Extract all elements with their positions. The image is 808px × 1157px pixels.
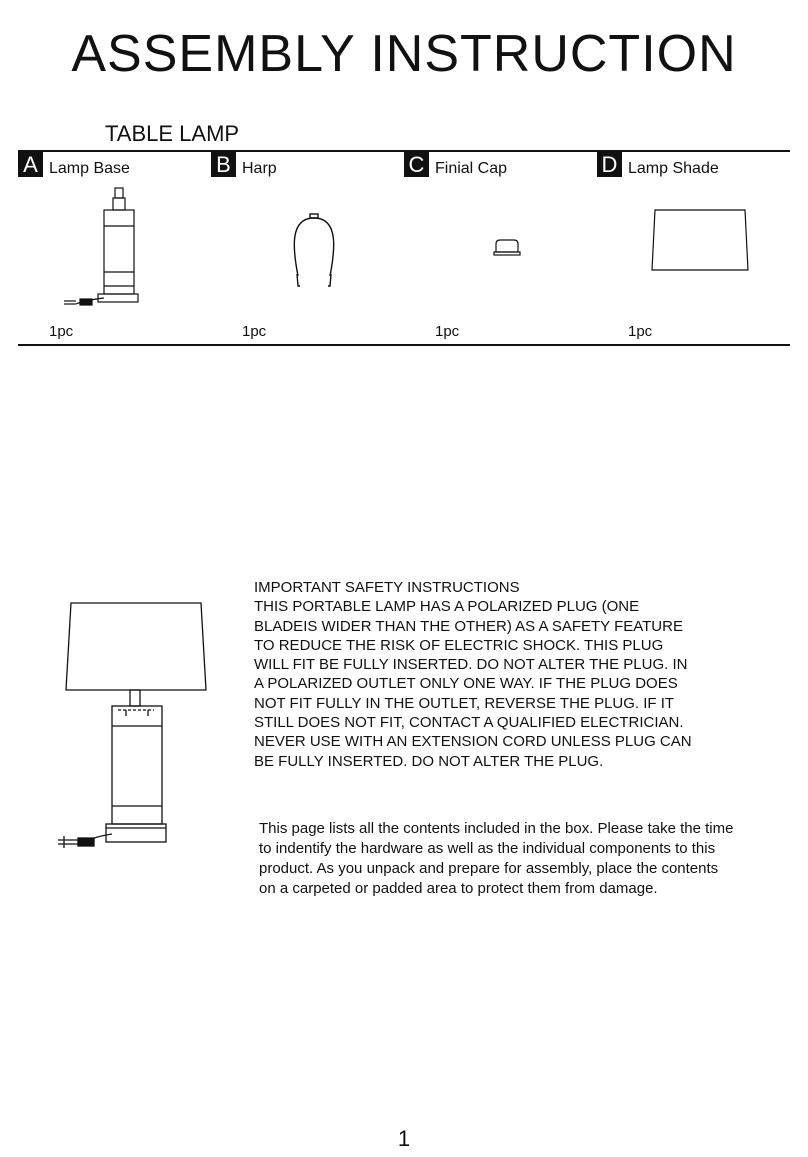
- part-quantity: 1pc: [628, 323, 653, 340]
- note-line: product. As you unpack and prepare for assembly, place the contents: [259, 860, 719, 877]
- safety-line: NEVER USE WITH AN EXTENSION CORD UNLESS PLUG CAN: [254, 733, 692, 751]
- safety-line: BLADEIS WIDER THAN THE OTHER) AS A SAFETY FEATURE: [254, 617, 683, 635]
- lamp-shade-icon: [597, 180, 787, 310]
- safety-line: TO REDUCE THE RISK OF ELECTRIC SHOCK. THIS PLUG: [254, 636, 664, 654]
- safety-line: BE FULLY INSERTED. DO NOT ALTER THE PLUG.: [254, 752, 604, 770]
- lamp-base-icon: [18, 180, 208, 310]
- part-quantity: 1pc: [242, 323, 267, 340]
- finial-cap-icon: [404, 180, 594, 310]
- note-line: to indentify the hardware as well as the individual components to this: [259, 840, 716, 857]
- part-letter: C: [404, 152, 429, 177]
- part-b: [211, 152, 401, 342]
- part-d: [597, 152, 787, 342]
- product-subtitle: TABLE LAMP: [105, 121, 240, 146]
- note-line: on a carpeted or padded area to protect them from damage.: [259, 880, 658, 897]
- part-letter: D: [597, 152, 622, 177]
- part-letter: A: [18, 152, 43, 177]
- safety-line: THIS PORTABLE LAMP HAS A POLARIZED PLUG (ONE: [254, 598, 640, 616]
- part-letter: B: [211, 152, 236, 177]
- part-name: Harp: [242, 160, 277, 177]
- safety-line: NOT FIT FULLY IN THE OUTLET, REVERSE THE PLUG. IF IT: [254, 694, 675, 712]
- assembled-lamp-icon: [50, 598, 220, 858]
- page-title: ASSEMBLY INSTRUCTION: [71, 25, 737, 83]
- safety-heading: IMPORTANT SAFETY INSTRUCTIONS: [254, 579, 520, 596]
- safety-line: STILL DOES NOT FIT, CONTACT A QUALIFIED ELECTRICIAN.: [254, 714, 684, 732]
- part-quantity: 1pc: [435, 323, 460, 340]
- contents-note: [259, 819, 789, 899]
- safety-instructions: [254, 578, 774, 771]
- page-number: 1: [397, 1126, 411, 1151]
- part-name: Lamp Base: [49, 160, 130, 177]
- part-name: Lamp Shade: [628, 160, 719, 177]
- safety-line: WILL FIT BE FULLY INSERTED. DO NOT ALTER THE PLUG. IN: [254, 656, 688, 674]
- part-name: Finial Cap: [435, 160, 508, 177]
- harp-icon: [211, 180, 401, 310]
- part-a: [18, 152, 208, 342]
- note-line: This page lists all the contents included in the box. Please take the time: [259, 820, 734, 837]
- safety-line: A POLARIZED OUTLET ONLY ONE WAY. IF THE PLUG DOES: [254, 675, 678, 693]
- part-c: [404, 152, 594, 342]
- bottom-divider: [18, 344, 790, 346]
- part-quantity: 1pc: [49, 323, 74, 340]
